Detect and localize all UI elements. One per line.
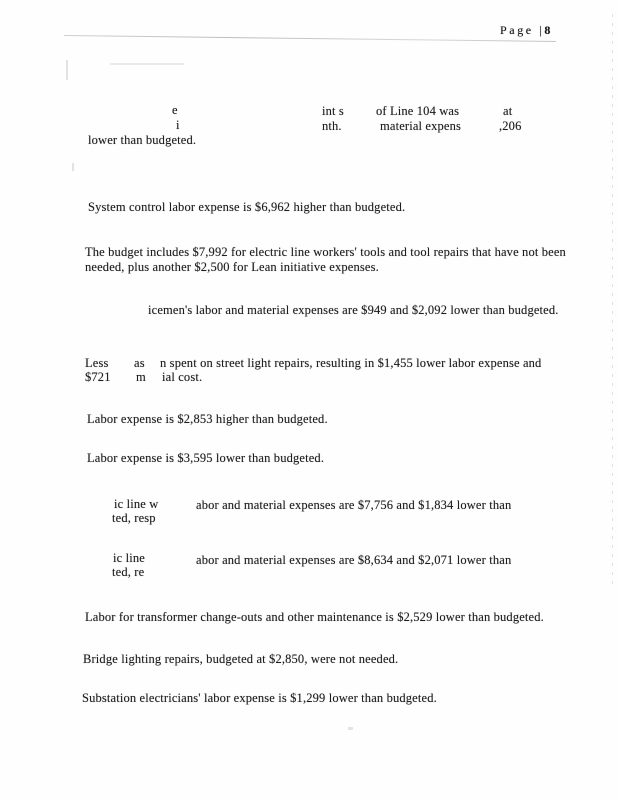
text-fragment: nth. (322, 119, 342, 133)
scan-speckle (66, 60, 68, 80)
scan-edge-artifact (612, 14, 613, 586)
page-number-value: 8 (544, 23, 553, 37)
text-fragment: $721 (85, 370, 111, 384)
scan-speckle (72, 163, 74, 171)
text-fragment: ial cost. (162, 370, 203, 384)
text-fragment: abor and material expenses are $7,756 and $1,834 lower than (196, 498, 512, 512)
text-fragment: at (503, 104, 513, 118)
paragraph-servicemen: icemen's labor and material expenses are $949 and $2,092 lower than budgeted. (148, 303, 559, 317)
page-label-text: Page | (500, 23, 545, 37)
text-fragment: int s (322, 104, 344, 118)
paragraph-line: needed, plus another $2,500 for Lean initiative expenses. (85, 259, 379, 274)
page-number (500, 23, 553, 37)
paragraph-labor-lower: Labor expense is $3,595 lower than budgeted. (87, 451, 325, 465)
text-fragment: Less (85, 356, 109, 370)
text-fragment: ,206 (499, 119, 522, 133)
paragraph-budget (85, 245, 566, 274)
text-fragment: as (134, 356, 145, 370)
paragraph-system-control: System control labor expense is $6,962 higher than budgeted. (88, 200, 406, 214)
paragraph-bridge: Bridge lighting repairs, budgeted at $2,850, were not needed. (83, 652, 399, 666)
text-fragment: m (136, 370, 146, 384)
text-fragment: e (172, 103, 178, 117)
text-fragment: ic line (113, 551, 145, 565)
text-fragment: ted, re (112, 565, 145, 579)
scan-speckle (348, 727, 353, 730)
text-fragment: of Line 104 was (376, 104, 460, 118)
text-fragment: ic line w (114, 497, 159, 511)
paragraph-substation: Substation electricians' labor expense is $1,299 lower than budgeted. (82, 691, 437, 705)
text-fragment: lower than budgeted. (88, 133, 197, 147)
text-fragment: abor and material expenses are $8,634 and $2,071 lower than (196, 553, 512, 567)
header-divider (64, 35, 556, 42)
text-fragment: material expens (380, 119, 462, 133)
text-fragment: i (176, 118, 180, 132)
text-fragment: ted, resp (112, 511, 156, 525)
text-fragment: n spent on street light repairs, resulting in $1,455 lower labor expense and (160, 356, 542, 370)
paragraph-labor-higher: Labor expense is $2,853 higher than budgeted. (87, 412, 328, 426)
paragraph-transformer: Labor for transformer change-outs and other maintenance is $2,529 lower than budgeted. (85, 610, 544, 624)
paragraph-line: The budget includes $7,992 for electric line workers' tools and tool repairs that have not been (85, 245, 566, 259)
scan-speckle (110, 63, 184, 65)
